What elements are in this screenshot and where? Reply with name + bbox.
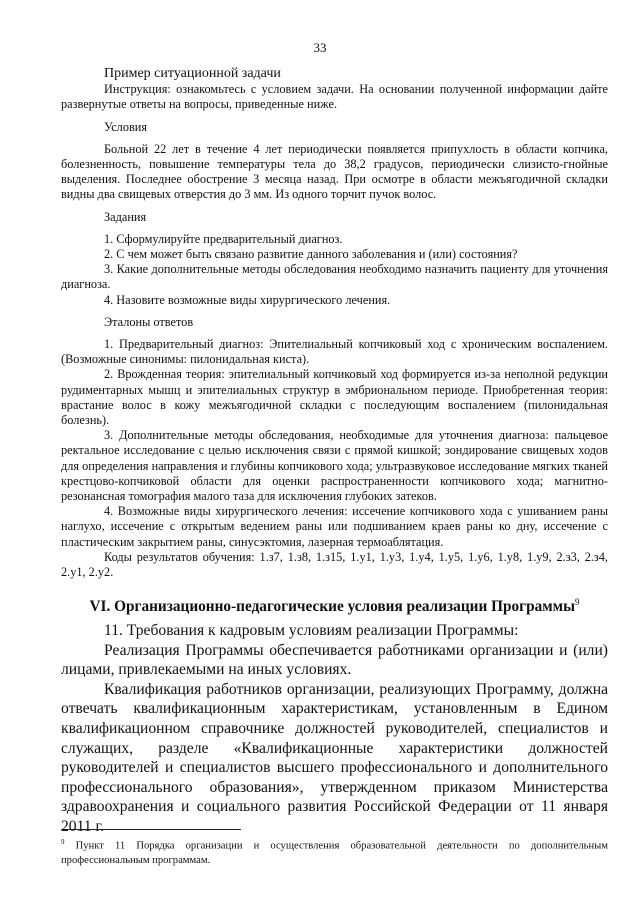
answer-item: 2. Врожденная теория: эпителиальный копчиковый ход формируется из-за неполной редукции рудиментарных мышц и эпителиальных структур в эмбриональном периоде. Приобретенная теория: врастание волос в кожу межъягодичной складки с последующим воспалением (пилонидальная болезнь). <box>61 367 608 428</box>
task-item: 1. Сформулируйте предварительный диагноз. <box>104 231 343 246</box>
tasks-heading: Задания <box>104 209 147 224</box>
answers-heading: Эталоны ответов <box>104 314 194 329</box>
staffing-requirements-block <box>61 621 608 837</box>
answer-item: 4. Возможные виды хирургического лечения: иссечение копчикового хода с ушиванием раны наглухо, иссечение с открытым ведением раны или подшиванием краев раны ко дну, иссечение с пластическим закрытием раны, синусэктомия, лазерная термоаблятация. <box>61 504 608 549</box>
situational-task-block <box>61 66 608 580</box>
learning-outcome-codes: Коды результатов обучения: 1.з7, 1.з8, 1.з15, 1.у1, 1.у3, 1.у4, 1.у5, 1.у6, 1.у8, 1.у9, 2.з3, 2.з4, 2.у1, 2.у2. <box>61 549 608 580</box>
conditions-heading: Условия <box>104 119 148 134</box>
answer-item: 1. Предварительный диагноз: Эпителиальный копчиковый ход с хроническим воспалением. (Возможные синонимы: пилонидальная киста). <box>61 337 608 367</box>
footnote-text: Пункт 11 Порядка организации и осуществления образовательной деятельности по дополнительным профессиональным программам. <box>61 840 608 866</box>
staffing-paragraph-1: Реализация Программы обеспечивается работниками организации и (или) лицами, привлекаемыми на иных условиях. <box>61 641 608 679</box>
footnote-reference: 9 <box>575 597 580 607</box>
item-11-heading: 11. Требования к кадровым условиям реализации Программы: <box>104 622 519 639</box>
section-heading <box>61 592 608 617</box>
task-item: 3. Какие дополнительные методы обследования необходимо назначить пациенту для уточнения диагноза. <box>61 262 608 292</box>
footnote-marker: 9 <box>61 838 65 846</box>
task-item: 4. Назовите возможные виды хирургического лечения. <box>104 292 391 307</box>
example-title: Пример ситуационной задачи <box>104 66 281 81</box>
staffing-paragraph-2: Квалификация работников организации, реализующих Программу, должна отвечать квалификационным характеристикам, установленным в Едином квалификационном справочнике должностей руководителей, специалистов и служащих, разделе «Квалификационные характеристики должностей руководителей и специалистов высшего профессионального и дополнительного профессионального образования», утвержденном приказом Министерства здравоохранения и социального развития Российской Федерации от 11 января 2011 г. <box>61 680 608 835</box>
answer-item: 3. Дополнительные методы обследования, необходимые для уточнения диагноза: пальцевое ректальное исследование с целью исключения связи с прямой кишкой; зондирование свищевых ходов для определения направления и глубины копчикового хода; ультразвуковое исследование мягких тканей крестцово-копчиковой области для оценки распространенности копчикового хода; магнитно-резонансная томография малого таза для исключения глубоких затеков. <box>61 428 608 504</box>
instruction-text: Инструкция: ознакомьтесь с условием задачи. На основании полученной информации дайте развернутые ответы на вопросы, приведенные ниже. <box>61 82 608 112</box>
conditions-text: Больной 22 лет в течение 4 лет периодически появляется припухлость в области копчика, болезненность, повышение температуры тела до 38,2 градусов, периодически слизисто-гнойные выделения. Последнее обострение 3 месяца назад. При осмотре в области межъягодичной складки видны два свищевых отверстия до 3 мм. Из одного торчит пучок волос. <box>61 141 608 202</box>
section-heading-text: VI. Организационно-педагогические условия реализации Программы <box>89 598 576 616</box>
footnote <box>61 835 608 868</box>
task-item: 2. С чем может быть связано развитие данного заболевания и (или) состояния? <box>104 247 518 262</box>
footnote-divider <box>61 829 241 830</box>
page-number: 33 <box>313 40 327 55</box>
